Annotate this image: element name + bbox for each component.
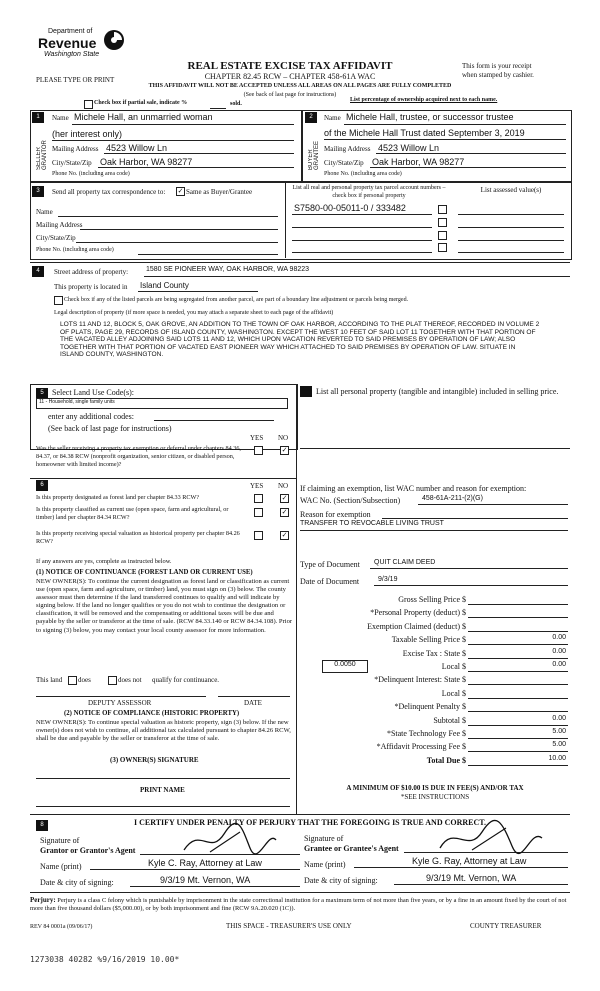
segregated-checkbox[interactable] (54, 296, 63, 305)
fee-row-label: Total Due $ (426, 755, 466, 765)
perjury-notice (30, 896, 575, 914)
fee-row-label: Gross Selling Price $ (398, 595, 466, 604)
deputy-line (36, 696, 206, 697)
grantee-name-label: Name (print) (304, 860, 346, 869)
seller-name-value: Michele Hall, an unmarried woman (74, 112, 213, 122)
print-name-label: PRINT NAME (140, 786, 185, 794)
certify-statement: I CERTIFY UNDER PENALTY OF PERJURY THAT THE FOREGOING IS TRUE AND CORRECT. (134, 818, 487, 827)
grantor-name-line (90, 869, 300, 870)
reason-value: TRANSFER TO REVOCABLE LIVING TRUST (300, 520, 444, 527)
minimum-note: A MINIMUM OF $10.00 IS DUE IN FEE(S) AND/OR TAX (346, 784, 524, 792)
personal-property-checkbox-3[interactable] (438, 231, 447, 240)
seller-name-line-2 (52, 140, 294, 141)
s6-q2-yes-checkbox[interactable] (254, 508, 263, 517)
logo-revenue: Revenue (38, 35, 97, 51)
percentage-note: List percentage of ownership acquired next to each name. (350, 97, 498, 103)
grantor-sig-label-1: Signature of (40, 836, 80, 845)
sold-label: sold. (230, 101, 242, 107)
same-as-buyer-label: Same as Buyer/Grantee (186, 188, 253, 196)
street-line (144, 276, 570, 277)
fee-row-line[interactable] (468, 698, 568, 699)
section-4-badge: 4 (32, 266, 44, 277)
fee-row-label: Subtotal $ (433, 715, 466, 725)
parcel-header: List all real and personal property tax parcel account numbers – check box if personal property (292, 185, 446, 199)
fee-row-value: 5.00 (552, 741, 566, 749)
parcel-line-1 (292, 214, 432, 215)
s3-phone-label: Phone No. (including area code) (36, 247, 114, 253)
section-3-divider (285, 182, 286, 258)
seller-address-line (104, 153, 294, 154)
seller-name-value-2: (her interest only) (52, 129, 123, 139)
assessed-line-3 (458, 240, 564, 241)
doc-date-label: Date of Document (300, 577, 360, 586)
owner-signature-label: (3) OWNER(S) SIGNATURE (110, 756, 199, 764)
fee-row-line[interactable] (468, 617, 568, 618)
grantor-date-value: 9/3/19 Mt. Vernon, WA (160, 875, 251, 885)
dor-swirl-icon (102, 28, 126, 52)
buyer-name-line (344, 124, 566, 125)
grantee-signature-scribble-icon (436, 818, 546, 856)
logo-state: Washington State (44, 51, 100, 58)
grantee-sig-label-1: Signature of (304, 834, 344, 843)
seller-side-label: SELLER GRANTOR (36, 140, 48, 170)
see-back-note: (See back of last page for instructions) (243, 92, 337, 98)
land-use-label: Select Land Use Code(s): (52, 388, 134, 397)
fee-row-label: *Personal Property (deduct) $ (370, 608, 466, 618)
grantor-date-label: Date & city of signing: (40, 878, 114, 887)
reason-label: Reason for exemption (300, 510, 371, 519)
buyer-side-label: BUYER GRANTEE (308, 140, 320, 170)
located-line (138, 291, 258, 292)
personal-property-checkbox-1[interactable] (438, 205, 447, 214)
personal-property-label: List all personal property (tangible and intangible) included in selling price. (316, 387, 559, 396)
fee-row-label: *Delinquent Penalty $ (394, 702, 466, 712)
grantor-name-value: Kyle C. Ray, Attorney at Law (148, 858, 262, 868)
section-8-bottom-line (30, 892, 570, 893)
land-use-value: 11 - Household, single family units (39, 399, 115, 405)
s3-name-line (58, 216, 278, 217)
s3-city-line (76, 242, 278, 243)
qualify-label: qualify for continuance. (152, 676, 220, 684)
local-rate-value: 0.0050 (334, 661, 356, 668)
fee-row-value: 0.00 (552, 634, 566, 642)
s3-phone-line (138, 254, 278, 255)
see-instructions: *SEE INSTRUCTIONS (400, 793, 470, 801)
s6-no-header: NO (278, 482, 289, 490)
fee-row-value: 0.00 (552, 714, 566, 722)
assessed-header: List assessed value(s) (480, 186, 542, 194)
notice-2-title: (2) NOTICE OF COMPLIANCE (HISTORIC PROPERTY) (64, 710, 240, 717)
legal-description: LOTS 11 AND 12, BLOCK 5, OAK GROVE, AN ADDITION TO THE TOWN OF OAK HARBOR, ACCORDING TO THE PLAT THEREOF, RECORDED IN VOLUME 2 OF PLATS, PAGE 29, RECORDS OF ISLAND COUNTY, WASHINGTON. EXCEPT THE WEST 10 FEET OF SAID LOT 11 TOGETHER WITH THAT PORTION OF THE VACATED ALLEY ADJOINING SAID LOTS 11 AND 12, WHICH UPON VACATION REVERTED TO SAID PREMISES BY OPERATION OF LAW; ALSO TOGETHER WITH THAT PORTION OF VACATED EAST PIONEER WAY WHICH ATTACHED TO SAID PREMISES BY OPERATION OF LAW. SITUATE IN ISLAND COUNTY, WASHINGTON. (60, 321, 540, 359)
parcel-line-3 (292, 240, 432, 241)
located-label: This property is located in (54, 283, 128, 291)
seller-address-value: 4523 Willow Ln (106, 143, 168, 153)
cashier-stamp: 1273038 40282 %9/16/2019 10.00* (30, 955, 180, 964)
fee-row-label: Local $ (441, 662, 466, 671)
s6-yes-header: YES (250, 482, 264, 490)
s6-question-2: Is this property classified as current use (open space, farm and agricultural, or timber) land per chapter 84.34 RCW? (36, 506, 229, 521)
street-value: 1580 SE PIONEER WAY, OAK HARBOR, WA 98223 (146, 266, 310, 273)
s5-no-header: NO (278, 434, 289, 442)
notice-2-text: NEW OWNER(S): To continue special valuation as historic property, sign (3) below. If the new owner(s) does not wish to continue, all additional tax calculated pursuant to chapter 84.26 RCW, shall be due and payable by the seller or transferor at the time of sale. (36, 719, 291, 743)
left-column-right-border (296, 384, 297, 814)
grantor-date-line (130, 886, 300, 887)
receipt-note-2: when stamped by cashier. (462, 71, 534, 79)
exemption-intro: If claiming an exemption, list WAC number and reason for exemption: (300, 484, 527, 493)
personal-property-line (300, 448, 570, 449)
section-3-badge: 3 (32, 186, 44, 197)
fee-row-line[interactable] (468, 765, 568, 766)
section-5-badge: 5 (36, 388, 48, 399)
seller-phone-label: Phone No. (including area code) (52, 171, 130, 177)
fee-row-label: Exemption Claimed (deduct) $ (367, 621, 466, 631)
section-7-badge (300, 386, 312, 397)
section-1-badge: 1 (32, 112, 44, 123)
fee-row-label: Excise Tax : State $ (402, 648, 466, 658)
logo-dept-line: Department of (48, 28, 93, 35)
deputy-date-line (218, 696, 290, 697)
fee-row-line[interactable] (468, 631, 568, 632)
s3-address-label: Mailing Address (36, 221, 83, 229)
partial-sale-checkbox[interactable] (84, 100, 93, 109)
legal-label: Legal description of property (if more space is needed, you may attach a separate sheet to each page of the affidavit) (54, 310, 334, 316)
fee-row-line[interactable] (468, 725, 568, 726)
form-chapter: CHAPTER 82.45 RCW – CHAPTER 458-61A WAC (204, 72, 376, 81)
fee-row-line[interactable] (468, 751, 568, 752)
form-number: REV 84 0001a (09/06/17) (30, 924, 93, 930)
wac-value: 458-61A-211-(2)(G) (422, 495, 483, 502)
receipt-note-1: This form is your receipt (462, 62, 532, 70)
s5-see-back: (See back of last page for instructions) (48, 424, 172, 433)
doc-date-line (374, 585, 568, 586)
perjury-title: Perjury: (30, 896, 56, 904)
section-8-top-line (30, 814, 570, 815)
perjury-text: Perjury is a class C felony which is punishable by imprisonment in the state correctional institution for a maximum term of not more than five years, or by a fine in an amount fixed by the court of not more than five thousand dollars ($5,000.00), or by both imprisonment and fine (RCW 9A.20.020 (1C)). (30, 897, 567, 913)
grantee-sig-label-2: Grantee or Grantee's Agent (304, 844, 399, 853)
county-treasurer: COUNTY TREASURER (470, 922, 542, 930)
reason-line-2 (300, 530, 568, 531)
buyer-name-label: Name (324, 114, 341, 122)
owner-signature-line[interactable] (36, 778, 290, 779)
s5-no-checkbox[interactable]: ✓ (281, 446, 288, 454)
doc-type-value: QUIT CLAIM DEED (374, 559, 436, 566)
grantee-date-line (394, 884, 568, 885)
s6-if-yes: If any answers are yes, complete as instructed below. (36, 558, 172, 565)
doc-type-label: Type of Document (300, 560, 360, 569)
seller-city-label: City/State/Zip (52, 159, 92, 167)
section-6-top-line (30, 478, 296, 479)
buyer-phone-label: Phone No. (including area code) (324, 171, 402, 177)
s6-q3-yes-checkbox[interactable] (254, 531, 263, 540)
notice-1-text: NEW OWNER(S): To continue the current designation as forest land or classification as current use (open space, farm and agriculture, or timber) land, you must sign on (3) below. The county assessor must then determine if the land transferred continues to qualify and will indicate by signing below. If the land no longer qualifies or you do not wish to continue the designation or classification, it will be removed and the compensating or additional taxes will be due and payable by the seller or transferor at the time of sale. (RCW 84.33.140 or RCW 84.34.108). Prior to signing (3) below, you may contact your local county assessor for more information. (36, 578, 293, 634)
parcel-value: S7580-00-05011-0 / 333482 (294, 203, 406, 213)
assessed-line-1 (458, 214, 564, 215)
seller-address-label: Mailing Address (52, 145, 99, 153)
reason-line (382, 518, 568, 519)
fee-row-value: 0.00 (552, 661, 566, 668)
does-not-label: does not (118, 676, 142, 684)
seller-city-value: Oak Harbor, WA 98277 (100, 157, 193, 167)
section-6-badge: 6 (36, 480, 48, 491)
buyer-address-line (376, 153, 566, 154)
personal-property-checkbox-4[interactable] (438, 243, 447, 252)
additional-codes-label: enter any additional codes: (48, 412, 134, 421)
segregated-label: Check box if any of the listed parcels are being segregated from another parcel, are part of a boundary line adjustment or parcels being merged. (64, 297, 409, 303)
fee-row-label: Local $ (441, 688, 466, 698)
fee-row-label: *Affidavit Processing Fee $ (376, 742, 466, 752)
seller-name-line (72, 124, 294, 125)
print-name-line[interactable] (36, 806, 290, 807)
s6-q1-yes-checkbox[interactable] (254, 494, 263, 503)
parcel-line-4 (292, 252, 432, 253)
assessed-line-4 (458, 252, 564, 253)
seller-city-line (98, 167, 294, 168)
form-warning: THIS AFFIDAVIT WILL NOT BE ACCEPTED UNLESS ALL AREAS ON ALL PAGES ARE FULLY COMPLETED (148, 83, 452, 89)
section-2-badge: 2 (305, 112, 317, 123)
grantor-sig-label-2: Grantor or Grantor's Agent (40, 846, 136, 855)
fee-row-label: *State Technology Fee $ (386, 729, 466, 738)
buyer-address-label: Mailing Address (324, 145, 371, 153)
deputy-date-label: DATE (244, 699, 262, 707)
form-title: REAL ESTATE EXCISE TAX AFFIDAVIT (187, 60, 393, 72)
s6-q2-no-checkbox[interactable]: ✓ (281, 508, 288, 516)
grantor-name-label: Name (print) (40, 862, 82, 871)
grantee-name-line (354, 867, 568, 868)
does-checkbox[interactable] (68, 676, 77, 685)
s3-name-label: Name (36, 208, 53, 216)
fee-row-line[interactable] (468, 671, 568, 672)
fee-row-value: 0.00 (552, 647, 566, 655)
dor-logo (38, 28, 128, 66)
street-label: Street address of property: (54, 268, 129, 276)
doc-type-line (370, 568, 568, 569)
wac-line (418, 504, 568, 505)
s6-question-1: Is this property designated as forest land per chapter 84.33 RCW? (36, 494, 200, 501)
s5-question: Was the seller receiving a property tax exemption or deferral under chapters 84.36, 84.37, or 84.38 RCW (nonprofit organization, senior citizen, or disabled person, homeowner with limited income)? (36, 445, 241, 468)
s3-address-line (80, 229, 278, 230)
fee-row-value: 10.00 (548, 754, 566, 762)
doc-date-value: 9/3/19 (378, 576, 398, 583)
grantee-date-label: Date & city of signing: (304, 876, 378, 885)
fee-row-label: Taxable Selling Price $ (391, 635, 466, 645)
same-as-buyer-checkbox[interactable]: ✓ (177, 187, 184, 195)
wac-label: WAC No. (Section/Subsection) (300, 496, 401, 505)
parcel-line-2 (292, 227, 432, 228)
treasurer-space: THIS SPACE - TREASURER'S USE ONLY (226, 922, 352, 930)
does-not-checkbox[interactable] (108, 676, 117, 685)
buyer-name-line-2 (324, 139, 566, 140)
additional-codes-line[interactable] (154, 420, 274, 421)
s6-q1-no-checkbox[interactable]: ✓ (281, 494, 288, 502)
grantee-name-value: Kyle G. Ray, Attorney at Law (412, 856, 527, 866)
this-land-label: This land (36, 676, 63, 684)
buyer-name-value: Michele Hall, trustee, or successor trustee (346, 112, 514, 122)
fee-row-line[interactable] (468, 604, 568, 605)
fee-row-line[interactable] (468, 658, 568, 659)
please-type: PLEASE TYPE OR PRINT (36, 76, 115, 84)
partial-sale-label: Check box if partial sale, indicate % (94, 100, 188, 106)
grantor-signature-scribble-icon (180, 822, 280, 858)
does-label: does (78, 676, 91, 684)
buyer-name-value-2: of the Michele Hall Trust dated September 3, 2019 (324, 128, 525, 138)
personal-property-checkbox-2[interactable] (438, 218, 447, 227)
buyer-city-label: City/State/Zip (324, 159, 364, 167)
send-correspondence-label: Send all property tax correspondence to: (52, 188, 166, 196)
buyer-city-value: Oak Harbor, WA 98277 (372, 157, 465, 167)
grantee-date-value: 9/3/19 Mt. Vernon, WA (426, 873, 517, 883)
buyer-address-value: 4523 Willow Ln (378, 143, 440, 153)
fee-row-line[interactable] (468, 684, 568, 685)
fee-row-line[interactable] (468, 738, 568, 739)
s5-yes-header: YES (250, 434, 264, 442)
s5-yes-checkbox[interactable] (254, 446, 263, 455)
section-8-badge: 8 (36, 820, 48, 831)
s6-question-3: Is this property receiving special valuation as historical property per chapter 84.26 RCW? (36, 530, 240, 545)
buyer-city-line (370, 167, 566, 168)
assessed-line-2 (458, 227, 564, 228)
fee-row-line[interactable] (468, 711, 568, 712)
fee-row-line[interactable] (468, 644, 568, 645)
deputy-label: DEPUTY ASSESSOR (88, 699, 152, 707)
seller-name-label: Name (52, 114, 69, 122)
located-value: Island County (140, 281, 189, 290)
partial-sale-percent-line (210, 108, 226, 109)
s3-city-label: City/State/Zip (36, 234, 76, 242)
notice-1-title: (1) NOTICE OF CONTINUANCE (FOREST LAND OR CURRENT USE) (36, 569, 253, 576)
fee-row-value: 5.00 (552, 728, 566, 735)
fee-row-label: *Delinquent Interest: State $ (374, 675, 466, 685)
s6-q3-no-checkbox[interactable]: ✓ (281, 531, 288, 539)
